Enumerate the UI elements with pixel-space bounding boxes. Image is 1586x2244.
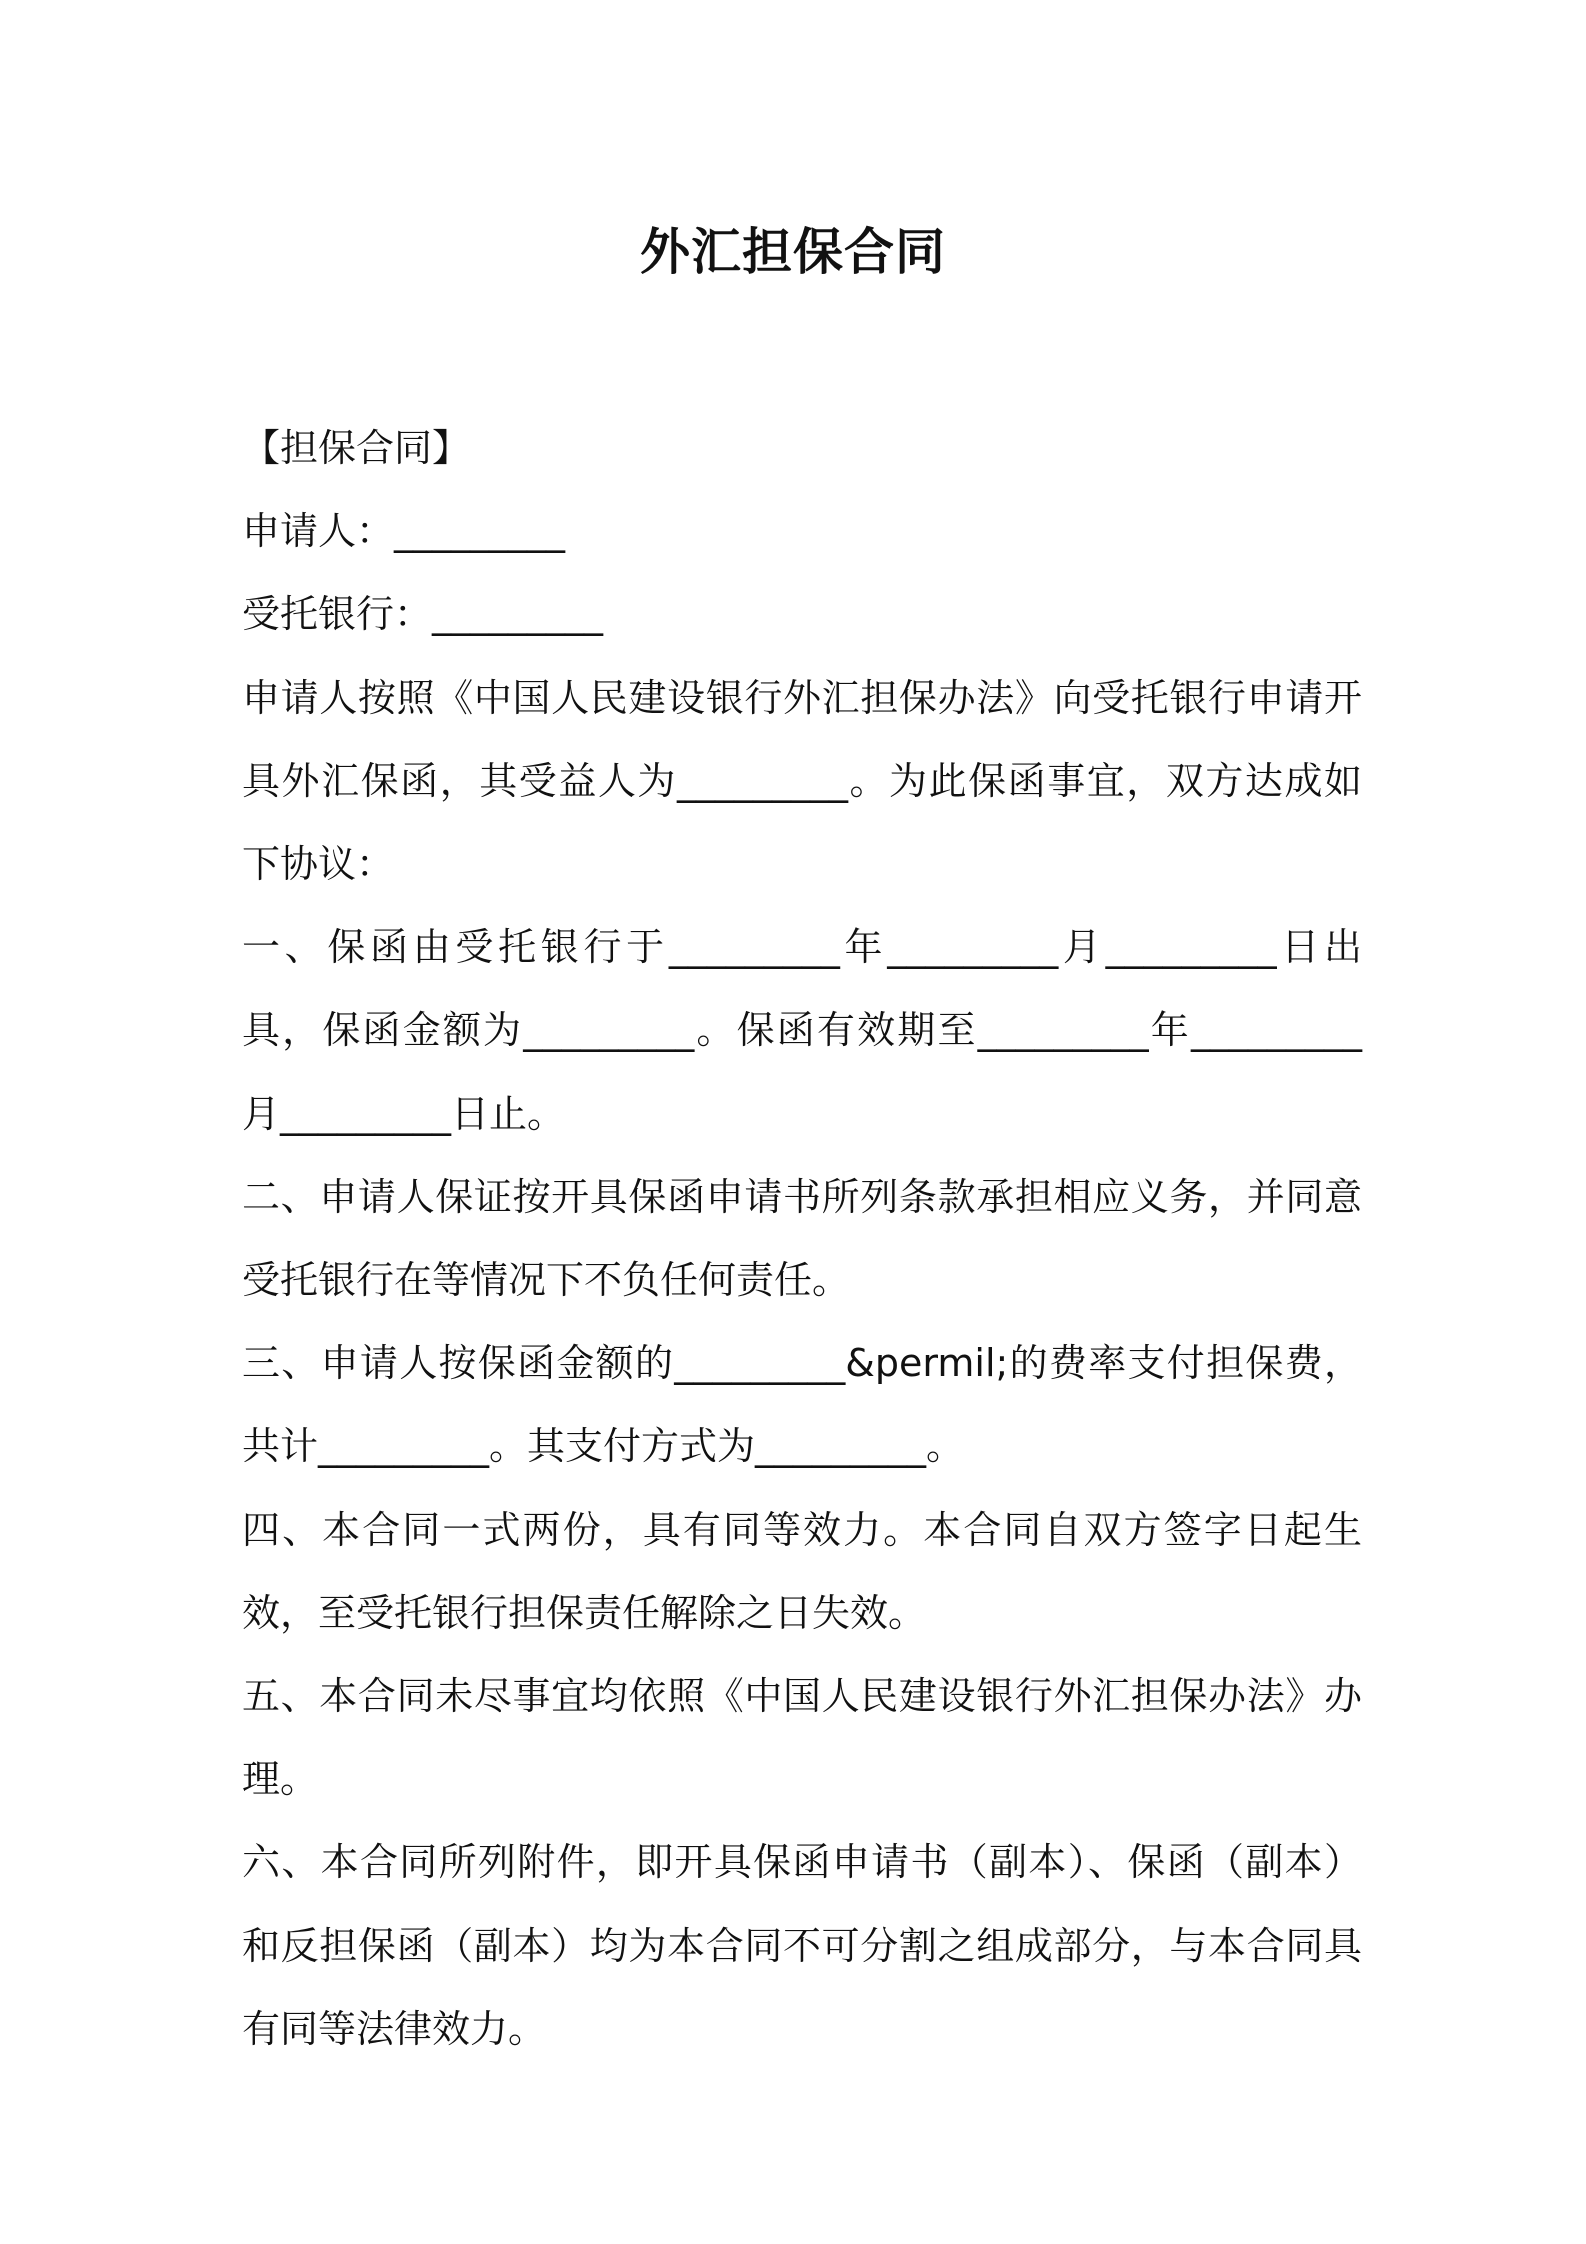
clause-5: 五、本合同未尽事宜均依照《中国人民建设银行外汇担保办法》办理。 bbox=[242, 1674, 1362, 1802]
document-body bbox=[242, 407, 1362, 2071]
clause-6: 六、本合同所列附件，即开具保函申请书（副本）、保函（副本）和反担保函（副本）均为本合同不可分割之组成部分，与本合同具有同等法律效力。 bbox=[242, 1840, 1362, 2051]
applicant-line: 申请人：_________ bbox=[242, 509, 566, 554]
clause-4: 四、本合同一式两份，具有同等效力。本合同自双方签字日起生效，至受托银行担保责任解除之日失效。 bbox=[242, 1507, 1362, 1635]
intro-paragraph: 申请人按照《中国人民建设银行外汇担保办法》向受托银行申请开具外汇保函，其受益人为_________。为此保函事宜，双方达成如下协议： bbox=[242, 675, 1362, 887]
section-heading: 【担保合同】 bbox=[242, 426, 471, 470]
bank-line: 受托银行：_________ bbox=[242, 592, 604, 637]
document-title: 外汇担保合同 bbox=[640, 223, 946, 281]
clause-2: 二、申请人保证按开具保函申请书所列条款承担相应义务，并同意受托银行在等情况下不负任何责任。 bbox=[242, 1174, 1362, 1303]
clause-3: 三、申请人按保函金额的_________&permil;的费率支付担保费，共计_________。其支付方式为_________。 bbox=[242, 1341, 1362, 1469]
clause-1: 一、保函由受托银行于_________年_________月_________日出具，保函金额为_________。保函有效期至_________年_________月_________日止。 bbox=[242, 925, 1362, 1136]
